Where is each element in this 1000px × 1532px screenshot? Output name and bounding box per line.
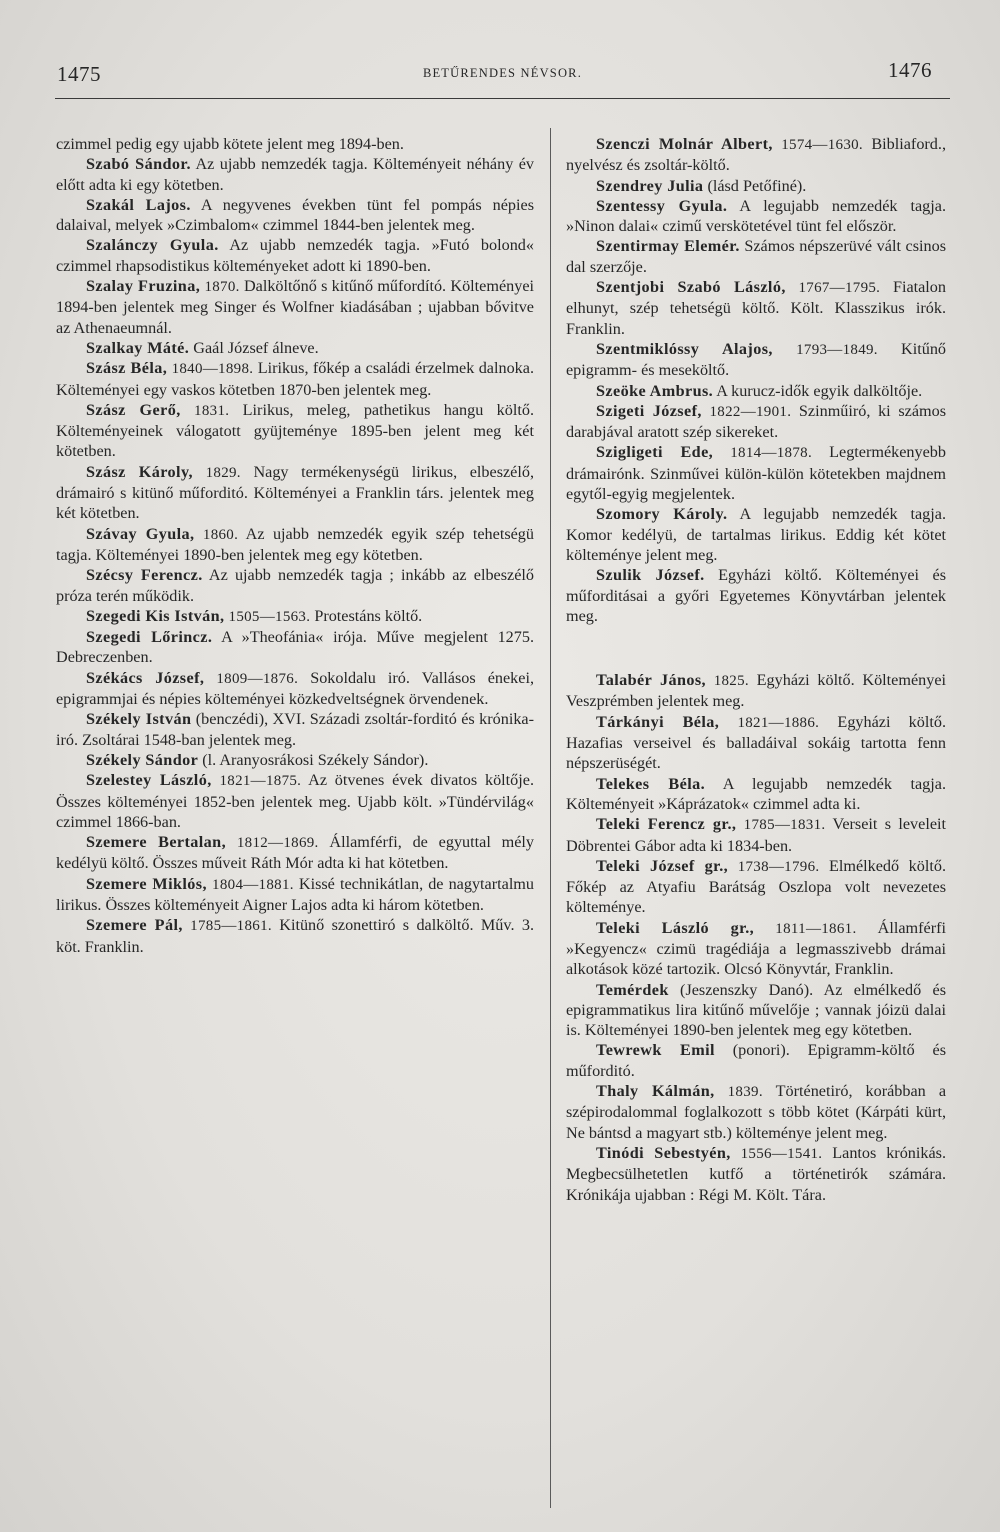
entry-dates: 1821—1875. [219,773,302,790]
entry-text: Gaál József álneve. [189,338,319,357]
entry [56,134,534,154]
entry-name: Szász Gerő, [86,400,181,419]
entry-text: Dalköltőnő s kitűnő műfordító. Költeményei 1894-ben jelentek meg Singer és Wolfner kiadásában ; ujabban bővitve az Athenaeumnál. [56,277,534,337]
entry-name: Szentessy Gyula. [596,196,728,215]
entry-dates: 1822—1901. [709,403,792,420]
entry-text: (ponori). Epigramm-költő és műforditó. [566,1041,947,1080]
entry-name: Székely Sándor [86,750,199,769]
entry-text: Szinműiró, ki számos darabjával aratott szép sikereket. [566,401,946,442]
entry-name: Szegedi Lőrincz. [86,628,213,647]
entry-text: Az ujabb nemzedék tagja. Költeményeit néhány év előtt adta ki egy kötetben. [56,155,534,194]
entry-dates: 1738—1796. [737,858,820,875]
entry-name: Szentmiklóssy Alajos, [596,339,773,358]
entry [566,277,946,339]
entry-name: Szemere Pál, [86,916,183,935]
entry-dates: 1811—1861. [775,920,857,937]
entry [56,524,534,566]
running-title: BETŰRENDES NÉVSOR. [422,66,583,80]
entry [566,1143,946,1205]
entry-text: Egyházi költő. Költeményei Veszprémben jelentek meg. [566,671,947,711]
entry-dates: 1870. [204,279,240,296]
entry-text: A legujabb nemzedék tagja. Költeményeit »Káprázatok« czimmel adta ki. [566,774,947,813]
entry-text: A »Theofánia« irója. Műve megjelent 1275. Debreczenben. [56,628,534,667]
entry-name: Szalánczy Gyula. [86,236,219,255]
entry-name: Szabó Sándor. [86,155,191,174]
entry-text: (Jeszenszky Danó). Az elmélkedő és epigrammatikus lira kitűnő művelője ; vannak jóizü dalai is. Költeményei 1890-ben jelentek meg egy kötetben. [566,980,946,1040]
entry-text: Bibliaford., nyelvész és zsoltár-költő. [566,135,946,175]
entry-text: A legujabb nemzedék tagja. »Ninon dalai« czimű verskötetével tünt fel először. [566,196,946,236]
entry-text: Legtermékenyebb drámairónk. Szinművei külön-külön kötetekben majdnem egytől-egyig megjelentek. [566,443,946,504]
entry [56,276,534,338]
entry-text: Elmélkedő költő. Főkép az Atyafiu Barátság Oszlopa volt nevezetes költeménye. [566,856,946,917]
entry-text: Történetiró, korábban a szépirodalommal foglalkozott s több kötet (Kárpáti kürt, Ne bántsd a magyart stb.) költeménye jelent meg. [566,1082,947,1142]
entry-name: Talabér János, [596,671,706,690]
entry-name: Temérdek [596,980,669,999]
entry [566,196,946,237]
entry-dates: 1821—1886. [737,714,820,731]
entry-name: Szulik József. [596,566,705,585]
page-header [55,58,950,99]
entry-name: Szalay Fruzina, [86,277,201,296]
entry-dates: 1785—1831. [743,817,826,834]
entry-dates: 1809—1876. [216,670,299,687]
entry [566,1081,946,1143]
entry-text: Az ujabb nemzedék tagja ; inkább az elbeszélő próza terén működik. [56,566,534,605]
entry-dates: 1860. [202,526,239,543]
entry-text: Protestáns költő. [310,606,423,625]
entry-text: Államférfi »Kegyencz« czimü tragédiája a legmasszivebb drámai alkotások közé tartozik. Olcsó Könyvtár, Franklin. [566,918,946,979]
entry-dates: 1505—1563. [228,608,311,625]
entry-text: Kissé technikátlan, de nagytartalmu lirikus. Összes költeményeit Aigner Lajos adta ki három kötetben. [56,874,534,914]
entry-name: Szász Károly, [86,462,193,481]
entry-text: Államférfi, de egyuttal mély kedélyü költő. Összes műveit Ráth Mór adta ki hat kötetben. [56,833,534,873]
entry [566,236,946,277]
entry [566,856,946,918]
entry [566,134,946,176]
entry-name: Szigligeti Ede, [596,443,714,462]
right-column [566,134,946,1205]
entry-text: Lirikus, főkép a családi érzelmek dalnoka. Költeményei egy vaskos kötetben 1870-ben jelentek meg. [56,359,534,399]
entry-text: Nagy termékenységü lirikus, elbeszélő, drámairó s kitünő műforditó. Költeményei a Franklin társ. jelentek meg két kötetben. [56,462,535,523]
entry [56,874,534,916]
entry-dates: 1814—1878. [730,445,812,462]
entry-name: Szalkay Máté. [86,338,190,357]
entry-name: Tárkányi Béla, [596,712,720,731]
entry-name: Tewrewk Emil [596,1041,715,1060]
entry [56,358,534,400]
entry [56,668,534,710]
entry-name: Telekes Béla. [596,774,706,793]
entry [566,339,946,381]
entry-text: Kitünő szonettiró s dalköltő. Műv. 3. köt. Franklin. [56,916,534,956]
entry [566,565,946,626]
entry-text: Lantos krónikás. Megbecsülhetetlen kutfő a történetirók számára. Krónikája ujabban : Régi M. Költ. Tára. [566,1143,947,1204]
entry-name: Szenczi Molnár Albert, [596,135,773,153]
entry-dates: 1767—1795. [798,280,881,297]
entry-text: Sokoldalu iró. Vallásos énekei, epigrammjai és népies költeményei közkedveltségnek örvendenek. [56,668,534,709]
entry [566,712,946,774]
entry-dates: 1785—1861. [190,918,272,935]
entry-name: Teleki József gr., [596,856,729,875]
entry-name: Tinódi Sebestyén, [596,1143,731,1162]
entry [56,915,534,957]
entry-text: Az ujabb nemzedék egyik szép tehetségü tagja. Költeményei 1890-ben jelentek meg egy kötetben. [56,524,534,564]
entry [566,670,946,712]
entry-text: Verseit s leveleit Döbrentei Gábor adta ki 1834-ben. [566,815,946,855]
entry-text: Egyházi költő. Költeményei és műforditásai a győri Egyetemes Könyvtárban jelentek meg. [566,566,946,625]
entry-text: (benczédi), XVI. Századi zsoltár-forditó és krónika-iró. Zsoltárai 1548-ban jelentek meg. [56,710,534,749]
entry-name: Szendrey Julia [596,176,704,195]
entry-name: Szentirmay Elemér. [596,237,740,256]
entry-name: Szomory Károly. [596,505,728,524]
entry [56,832,534,874]
entry [56,627,534,668]
entry-name: Thaly Kálmán, [596,1082,715,1101]
entry-text: Fiatalon elhunyt, szép tehetségü költő. Költ. Klasszikus irók. Franklin. [566,278,946,338]
entry-text: Számos népszerüvé vált csinos dal szerzője. [566,237,946,276]
entry [56,195,534,236]
entry-dates: 1840—1898. [171,361,254,378]
entry-text: czimmel pedig egy ujabb kötete jelent meg 1894-ben. [56,135,404,153]
entry-text: Lirikus, meleg, pathetikus hangu költő. Költeményeinek válogatott gyüjteménye 1895-ben jelent meg két kötetben. [56,400,535,461]
entry-name: Székely István [86,710,192,729]
left-column [56,134,534,957]
entry-text: A negyvenes években tünt fel pompás népies dalaival, melyek »Czimbalom« czimmel 1844-ben jelentek meg. [56,195,535,235]
entry [56,770,534,832]
entry [56,338,534,358]
entry-name: Szegedi Kis István, [86,606,225,625]
entry [56,462,534,524]
entry-dates: 1574—1630. [781,137,863,153]
entry [566,401,946,443]
entry [566,774,946,815]
entry-dates: 1839. [727,1084,763,1101]
entry-text: Az ötvenes évek divatos költője. Összes költeményei 1852-ben jelentek meg. Ujabb költ. »Tündérvilág« czimmel 1866-ban. [56,771,534,831]
entry-name: Szentjobi Szabó László, [596,278,786,297]
entry [56,565,534,606]
entry-text: A legujabb nemzedék tagja. Komor kedélyü, de tartalmas lirikus. Eddig két kötet költeménye jelent meg. [566,505,946,564]
entry-dates: 1829. [205,464,241,481]
entry [566,1040,946,1081]
entry-text: Kitűnő epigramm- és meseköltő. [566,339,947,380]
entry-dates: 1804—1881. [212,876,294,893]
section-gap [566,626,946,670]
entry [566,176,946,196]
column-divider [550,128,551,1508]
entry-text: (lásd Petőfiné). [703,176,807,195]
entry-text: Egyházi költő. Hazafias verseivel és balladáival sokáig tartotta fenn népszerüségét. [566,712,947,773]
entry-dates: 1793—1849. [796,341,878,358]
entry-name: Szakál Lajos. [86,195,191,214]
entry [56,154,534,195]
entry-name: Szelestey László, [86,771,212,790]
entry [566,381,946,401]
entry-name: Szécsy Ferencz. [86,566,203,585]
entry [566,980,946,1041]
entry-name: Székács József, [86,668,205,687]
entry-name: Szigeti József, [596,401,702,420]
entry-name: Szász Béla, [86,359,168,378]
entry [566,918,946,980]
entry [566,504,946,565]
entry [566,814,946,856]
entry-name: Szemere Miklós, [86,874,207,893]
entry [56,606,534,627]
entry-name: Szemere Bertalan, [86,833,227,852]
page-number-left: 1475 [57,62,101,86]
entry [566,442,946,504]
entry [56,235,534,276]
entry [56,709,534,750]
entry-dates: 1831. [194,402,230,419]
entry-name: Szávay Gyula, [86,524,195,543]
entry-text: (l. Aranyosrákosi Székely Sándor). [198,750,429,769]
entry [56,400,534,462]
entry-text: Az ujabb nemzedék tagja. »Futó bolond« czimmel rhapsodistikus költeményeket adott ki 1890-ben. [56,236,534,275]
entry-dates: 1812—1869. [236,835,319,852]
entry-dates: 1825. [713,673,749,690]
entry-dates: 1556—1541. [740,1145,823,1162]
entry-name: Teleki Ferencz gr., [596,815,737,834]
entry-name: Szeöke Ambrus. [596,381,714,400]
page-number-right: 1476 [888,58,932,82]
entry-name: Teleki László gr., [596,918,755,937]
entry-text: A kurucz-idők egyik dalköltője. [713,381,923,400]
entry [56,750,534,770]
